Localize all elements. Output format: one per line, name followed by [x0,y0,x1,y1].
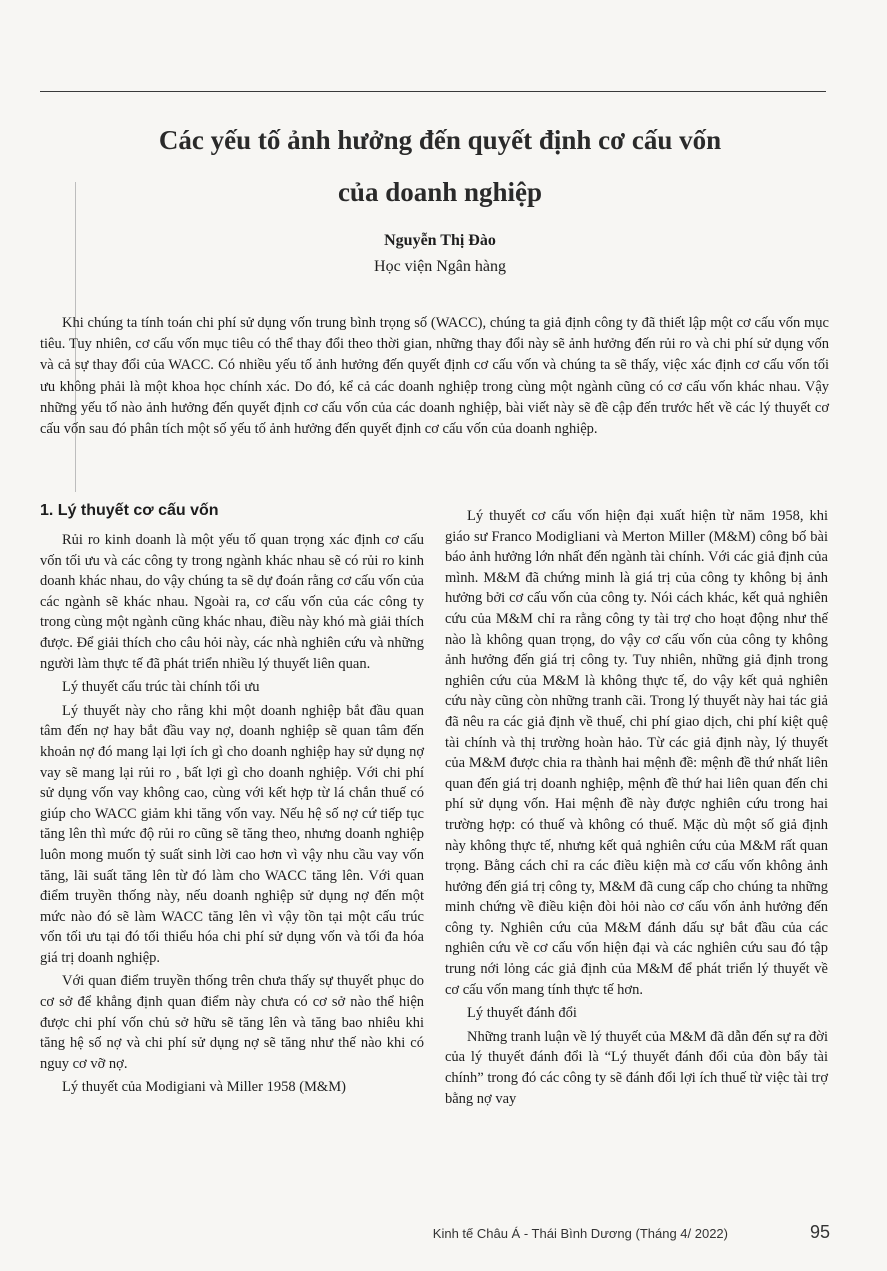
abstract: Khi chúng ta tính toán chi phí sử dụng vốn trung bình trọng số (WACC), chúng ta giả định công ty đã thiết lập một cơ cấu vốn mục tiêu. Tuy nhiên, cơ cấu vốn mục tiêu có thể thay đổi theo thời gian, những thay đổi này sẽ ảnh hưởng đến rủi ro và chi phí sử dụng vốn và cả sự thay đổi của WACC. Có nhiều yếu tố ảnh hưởng đến quyết định cơ cấu vốn và chúng ta sẽ thấy, việc xác định cơ cấu vốn tối ưu không phải là một khoa học chính xác. Do đó, kể cả các doanh nghiệp trong cùng một ngành cũng có cơ cấu vốn khác nhau. Vậy những yếu tố nào ảnh hưởng đến quyết định cơ cấu vốn của các doanh nghiệp, bài viết này sẽ đề cập đến trước hết về các lý thuyết cơ cấu vốn sau đó phân tích một số yếu tố ảnh hưởng đến quyết định cơ cấu vốn của doanh nghiệp. [40,315,829,438]
section-heading: 1. Lý thuyết cơ cấu vốn [40,502,219,519]
article-title [40,114,840,218]
paragraph: Những tranh luận về lý thuyết của M&M đã dẫn đến sự ra đời của lý thuyết đánh đổi là “Lý thuyết đánh đổi của đòn bẩy tài chính” trong đó các công ty sẽ đánh đổi lợi ích thuế từ việc tài trợ bằng nợ vay [445,1028,828,1107]
title-line-2: của doanh nghiệp [337,177,543,207]
title-line-1: Các yếu tố ảnh hưởng đến quyết định cơ cấu vốn [158,125,722,155]
author-name: Nguyễn Thị Đào [384,232,496,249]
paragraph: Rủi ro kinh doanh là một yếu tố quan trọng xác định cơ cấu vốn tối ưu và các công ty trong ngành khác nhau sẽ có rủi ro kinh doanh khác nhau, do vậy chúng ta sẽ dự đoán rằng cơ cấu vốn của các ngành sẽ khác nhau. Ngoài ra, cơ cấu vốn của các công ty trong cùng một ngành cũng khác nhau, điều này khó mà giải thích được. Để giải thích cho câu hỏi này, các nhà nghiên cứu và những người làm thực tế đã phát triển nhiều lý thuyết liên quan. [40,532,424,672]
paragraph: Với quan điểm truyền thống trên chưa thấy sự thuyết phục do cơ sở để khẳng định quan điểm này chưa có cơ sở nào thể hiện được chi phí vốn chủ sở hữu sẽ tăng lên và tăng bao nhiêu khi tăng hệ số nợ và chi phí sử dụng nợ sẽ tăng như thế nào khi có nguy cơ vỡ nợ. [40,973,424,1072]
journal-name: Kinh tế Châu Á - Thái Bình Dương (Tháng 4/ 2022) [432,1226,728,1241]
page-number: 95 [809,1222,830,1242]
author-affiliation: Học viện Ngân hàng [374,258,506,275]
page-footer [40,1222,830,1248]
subheading: Lý thuyết đánh đổi [467,1005,577,1022]
subheading: Lý thuyết cấu trúc tài chính tối ưu [62,679,260,696]
subheading: Lý thuyết của Modigiani và Miller 1958 (M&M) [62,1079,346,1096]
paragraph: Lý thuyết này cho rằng khi một doanh nghiệp bắt đầu quan tâm đến nợ hay bắt đầu vay nợ, doanh nghiệp sẽ quan tâm đến khoản nợ đó mang lại lợi ích gì cho doanh nghiệp hay sử dụng nợ vay sẽ mang lại rủi ro , bất lợi gì cho doanh nghiệp. Với chi phí sử dụng vốn vay không cao, cùng với kết hợp từ lá chắn thuế có giúp cho WACC giảm khi tăng vốn vay. Nếu hệ số nợ cứ tiếp tục tăng lên thì mức độ rủi ro cũng sẽ tăng theo, nhưng doanh nghiệp luôn mong muốn tỷ suất sinh lời cao hơn vì vậy nhu cầu vay vốn tăng, lãi suất tăng lên từ đó làm cho WACC tăng lên. Với quan điểm truyền thống này, nếu doanh nghiệp sử dụng nợ đến một mức nào đó sẽ làm WACC tăng lên vì vậy tồn tại một cấu trúc vốn tối ưu tại đó tối thiểu hóa chi phí sử dụng vốn và tối đa hóa giá trị doanh nghiệp. [40,702,424,966]
paragraph: Lý thuyết cơ cấu vốn hiện đại xuất hiện từ năm 1958, khi giáo sư Franco Modigliani và Merton Miller (M&M) công bố bài báo ảnh hưởng lớn nhất đến ngành tài chính. Với các giả định của mình. M&M đã chứng minh là giá trị của công ty không bị ảnh hưởng bởi cơ cấu vốn của công ty. Nói cách khác, kết quả nghiên cứu của M&M chỉ ra rằng công ty tài trợ cho hoạt động như thế nào là không quan trọng, do vậy cơ cấu vốn của công ty không ảnh hưởng đến giá trị công ty. Tuy nhiên, những giả định trong nghiên cứu của M&M là không thực tế, do vậy kết quả nghiên cứu này cũng còn những tranh cãi. Trong lý thuyết này hai tác giả đã nêu ra các giả định về thuế, chi phí giao dịch, chi phí kiệt quệ tài chính và thị trường hoàn hảo. Từ các giả định này, lý thuyết của M&M được chia ra thành hai mệnh đề: mệnh đề thứ nhất liên quan đến giá trị doanh nghiệp, mệnh đề thứ hai liên quan đến chi phí sử dụng vốn. Hai mệnh đề này được nghiên cứu trong hai trường hợp: có thuế và không có thuế. Mặc dù một số giả định này không thực tế, nhưng kết quả nghiên cứu của M&M rất quan trọng. Bằng cách chỉ ra các điều kiện mà cơ cấu vốn không ảnh hưởng đến giá trị công ty, M&M đã cung cấp cho chúng ta những minh chứng về điều kiện đòi hỏi nào cơ cấu vốn ảnh hưởng đến công ty. Nghiên cứu của M&M đánh dấu sự bắt đầu của các nghiên cứu về cơ cấu vốn hiện đại và các nghiên cứu sau đó tập trung nới lỏng các giả định của M&M để phát triển lý thuyết về cơ cấu vốn mang tính thực tế hơn. [445,508,828,998]
right-column [445,506,828,1112]
header-rule [40,91,826,92]
left-column [40,500,424,1101]
